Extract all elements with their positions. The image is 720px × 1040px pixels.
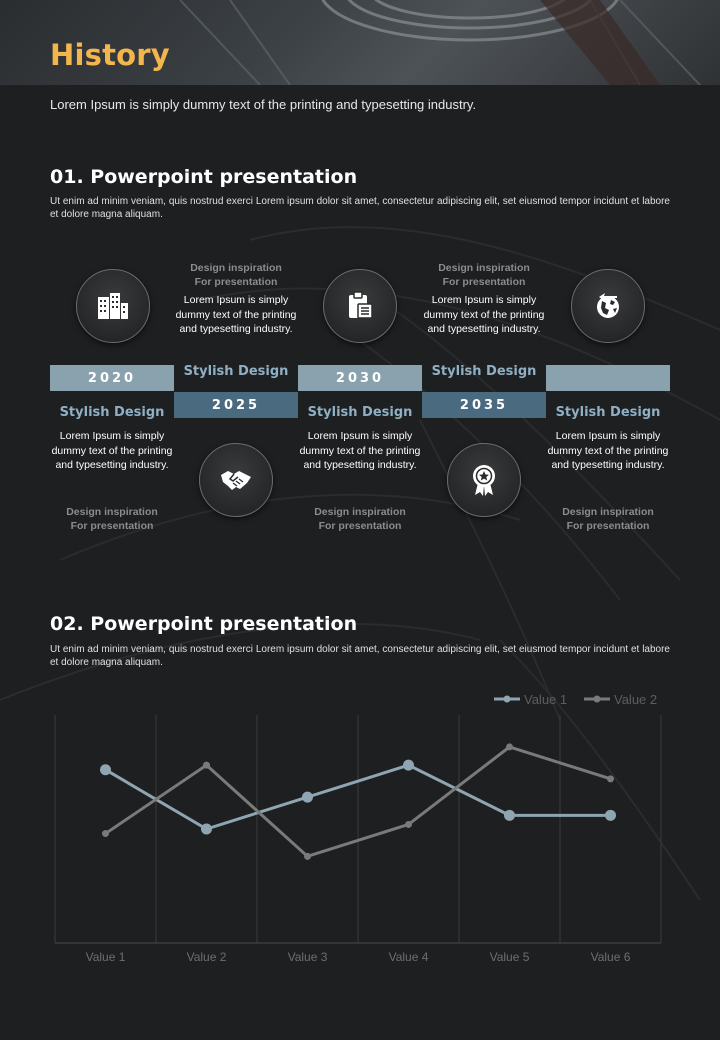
timeline-item-title: Stylish Design [183,364,289,379]
timeline-item-title: Stylish Design [431,364,537,379]
data-point [201,824,212,835]
timeline-item-body: Lorem Ipsum is simply dummy text of the printing and typesetting industry. [175,294,297,335]
timeline-year-2030: 2030 [298,365,422,391]
data-point [504,810,515,821]
timeline-year-2020: 2020 [50,365,174,391]
timeline-item-presentation: For presentation [442,276,526,288]
timeline-item-body: Lorem Ipsum is simply dummy text of the printing and typesetting industry. [423,294,545,335]
globe-icon [571,269,645,343]
legend-label: Value 2 [614,692,658,707]
section2-text: Ut enim ad minim veniam, quis nostrud exerci Lorem ipsum dolor sit amet, consectetur adipiscing elit, set eiusmod tempor incidunt et labore et dolore magna aliquam. [50,644,670,668]
line-chart [0,680,720,980]
timeline-item-inspiration: Design inspiration [438,262,530,274]
timeline-item-inspiration: Design inspiration [314,506,406,518]
section1-title: 01. Powerpoint presentation [50,166,358,188]
timeline-item-title: Stylish Design [59,405,165,420]
building-icon [76,269,150,343]
timeline-item-body: Lorem Ipsum is simply dummy text of the printing and typesetting industry. [547,430,669,471]
data-point [605,810,616,821]
x-tick-label: Value 5 [489,950,530,964]
timeline-item-title: Stylish Design [555,405,661,420]
x-tick-label: Value 6 [590,950,631,964]
timeline-item-inspiration: Design inspiration [562,506,654,518]
timeline-year-2035: 2035 [422,392,546,418]
timeline-item-presentation: For presentation [194,276,278,288]
header-banner [0,0,720,85]
data-point [102,830,109,837]
data-point [405,821,412,828]
data-point [302,792,313,803]
data-point [403,760,414,771]
data-point [100,764,111,775]
award-medal-icon [447,443,521,517]
page-title: History [50,38,170,72]
x-tick-label: Value 4 [388,950,429,964]
x-tick-label: Value 3 [287,950,328,964]
clipboard-icon [323,269,397,343]
legend-marker [504,696,511,703]
timeline-item-inspiration: Design inspiration [66,506,158,518]
section2-title: 02. Powerpoint presentation [50,613,358,635]
timeline-year-blank [546,365,670,391]
legend-marker [594,696,601,703]
page-subtitle: Lorem Ipsum is simply dummy text of the printing and typesetting industry. [50,97,477,112]
timeline-year-2025: 2025 [174,392,298,418]
timeline-item-presentation: For presentation [566,520,650,532]
timeline-item-inspiration: Design inspiration [190,262,282,274]
x-tick-label: Value 1 [85,950,126,964]
legend-label: Value 1 [524,692,568,707]
data-point [607,775,614,782]
timeline-item-title: Stylish Design [307,405,413,420]
x-tick-label: Value 2 [186,950,227,964]
timeline-item-body: Lorem Ipsum is simply dummy text of the printing and typesetting industry. [299,430,421,471]
data-point [203,762,210,769]
section1-text: Ut enim ad minim veniam, quis nostrud exerci Lorem ipsum dolor sit amet, consectetur adipiscing elit, set eiusmod tempor incidunt et labore et dolore magna aliquam. [50,196,670,220]
data-point [506,743,513,750]
handshake-icon [199,443,273,517]
timeline-item-presentation: For presentation [318,520,402,532]
data-point [304,853,311,860]
timeline-item-body: Lorem Ipsum is simply dummy text of the printing and typesetting industry. [51,430,173,471]
timeline-item-presentation: For presentation [70,520,154,532]
